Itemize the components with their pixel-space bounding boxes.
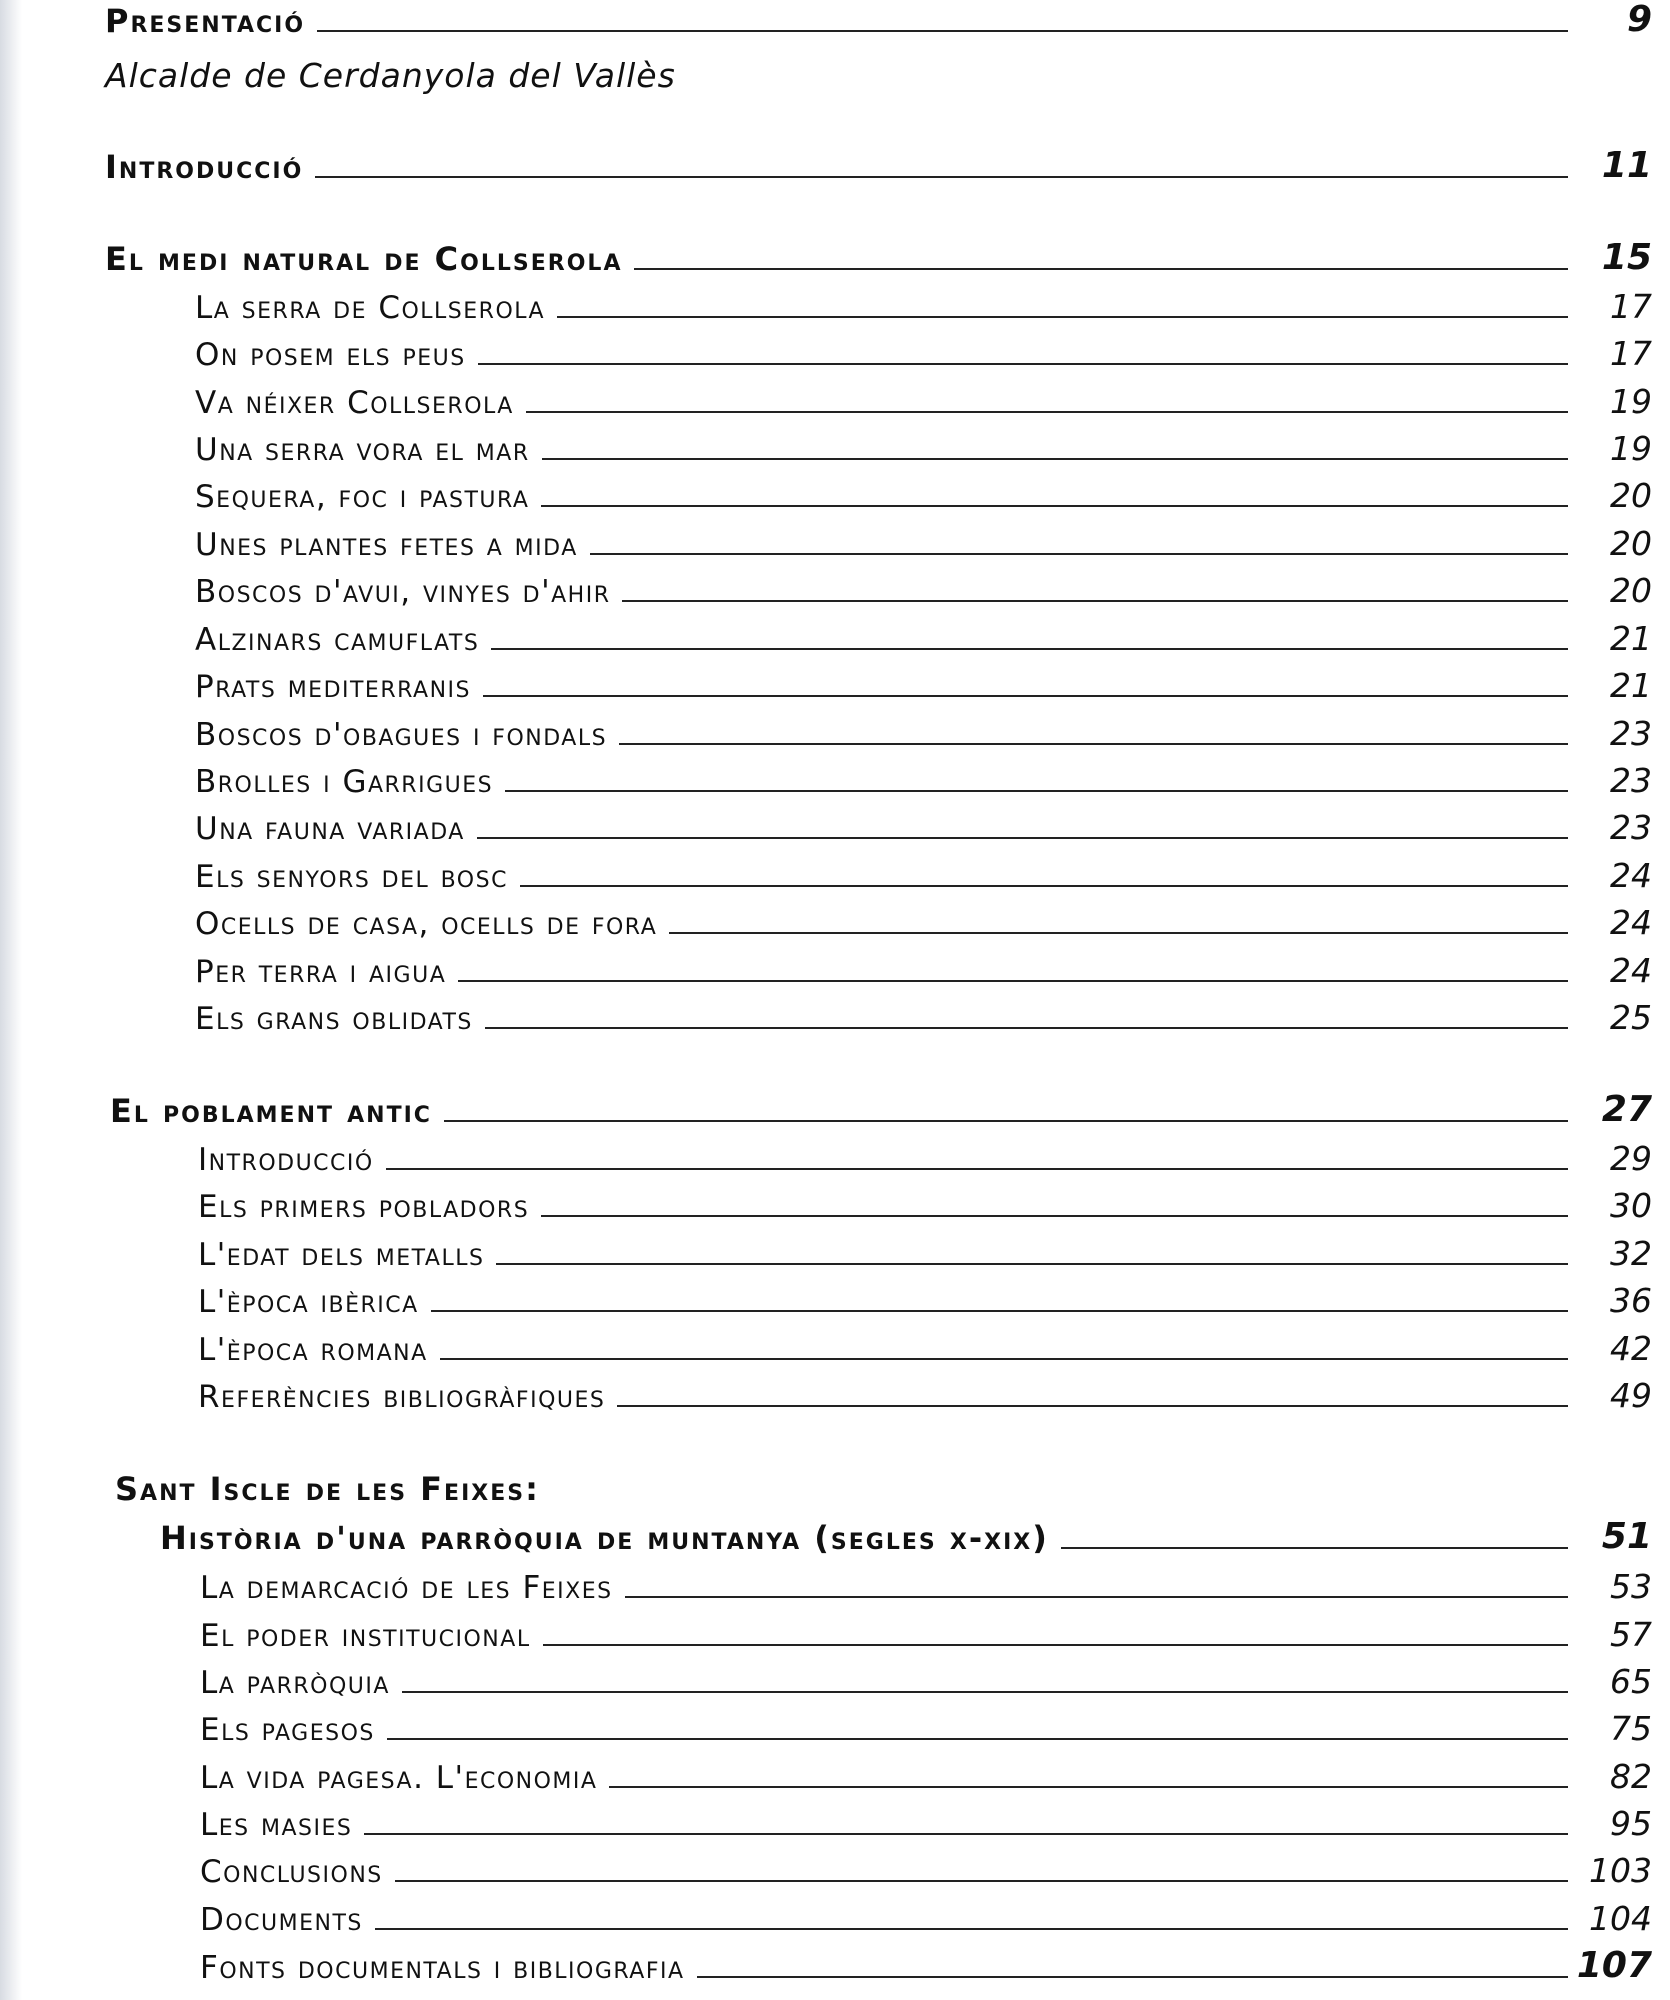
toc-page-number: 17	[1610, 334, 1652, 373]
toc-entry	[0, 1801, 1670, 1847]
toc-entry-title: Ocells de casa, ocells de fora	[195, 906, 658, 942]
toc-leader-line	[375, 1928, 1568, 1930]
toc-page-number: 42	[1610, 1329, 1652, 1368]
toc-page-number: 17	[1610, 287, 1652, 326]
toc-entry	[0, 1373, 1670, 1419]
toc-entry	[0, 1088, 1670, 1134]
toc-entry-title: Els primers pobladors	[198, 1189, 530, 1225]
toc-entry	[0, 1326, 1670, 1372]
toc-leader-line	[485, 1027, 1568, 1029]
toc-leader-line	[315, 176, 1568, 178]
toc-entry	[0, 1466, 1670, 1512]
toc-page-number: 24	[1610, 903, 1652, 942]
toc-page-number: 30	[1610, 1186, 1652, 1225]
toc-entry-title: Presentació	[105, 2, 306, 40]
toc-entry-title: Els grans oblidats	[195, 1001, 473, 1037]
toc-page-number: 82	[1610, 1757, 1652, 1796]
toc-entry	[0, 284, 1670, 330]
toc-entry	[0, 948, 1670, 994]
toc-entry	[0, 426, 1670, 472]
toc-entry-title: Unes plantes fetes a mida	[195, 527, 578, 563]
toc-leader-line	[622, 600, 1568, 602]
toc-entry-title: Una fauna variada	[195, 811, 465, 847]
toc-leader-line	[634, 268, 1568, 270]
toc-entry-title: Una serra vora el mar	[195, 432, 530, 468]
toc-leader-line	[669, 932, 1568, 934]
toc-entry	[0, 1612, 1670, 1658]
toc-entry	[0, 379, 1670, 425]
toc-entry	[0, 616, 1670, 662]
toc-leader-line	[625, 1596, 1568, 1598]
toc-page-number: 20	[1610, 476, 1652, 515]
toc-entry	[0, 1944, 1670, 1990]
toc-page-number: 21	[1610, 666, 1652, 705]
toc-entry	[0, 1183, 1670, 1229]
toc-page-number: 23	[1610, 761, 1652, 800]
toc-page-number: 25	[1610, 998, 1652, 1037]
toc-entry	[0, 1231, 1670, 1277]
toc-entry	[0, 711, 1670, 757]
toc-entry-title: La demarcació de les Feixes	[200, 1570, 613, 1606]
toc-page-number: 24	[1610, 856, 1652, 895]
toc-entry	[0, 568, 1670, 614]
toc-leader-line	[387, 1738, 1568, 1740]
toc-entry-title: El poblament antic	[110, 1092, 432, 1130]
toc-page-number: 36	[1610, 1281, 1652, 1320]
toc-entry	[0, 1754, 1670, 1800]
toc-page-number: 95	[1610, 1804, 1652, 1843]
toc-leader-line	[543, 1644, 1568, 1646]
toc-entry-title: Sequera, foc i pastura	[195, 479, 530, 515]
toc-leader-line	[386, 1168, 1568, 1170]
toc-leader-line	[478, 363, 1568, 365]
toc-leader-line	[541, 1215, 1568, 1217]
toc-entry	[0, 1896, 1670, 1942]
toc-leader-line	[395, 1880, 1568, 1882]
toc-entry	[0, 1564, 1670, 1610]
toc-page-number: 20	[1610, 571, 1652, 610]
toc-entry-title: L'època ibèrica	[198, 1284, 419, 1320]
toc-page-number: 32	[1610, 1234, 1652, 1273]
toc-entry-title: L'època romana	[198, 1332, 428, 1368]
toc-page-number: 27	[1601, 1089, 1652, 1130]
toc-entry-title: Introducció	[105, 148, 304, 186]
toc-entry-title: Alzinars camuflats	[195, 622, 480, 658]
toc-entry-title: Documents	[200, 1902, 363, 1938]
toc-entry-title: La vida pagesa. L'economia	[200, 1760, 598, 1796]
toc-page-number: 23	[1610, 808, 1652, 847]
toc-page-number: 49	[1610, 1376, 1652, 1415]
toc-leader-line	[697, 1976, 1568, 1978]
toc-entry	[0, 1515, 1670, 1561]
toc-leader-line	[590, 553, 1568, 555]
toc-page-number: 19	[1610, 429, 1652, 468]
toc-entry	[0, 521, 1670, 567]
toc-page-number: 15	[1601, 237, 1652, 278]
toc-entry	[0, 995, 1670, 1041]
toc-page-number: 29	[1610, 1139, 1652, 1178]
toc-page-number: 11	[1601, 145, 1652, 186]
toc-leader-line	[542, 458, 1568, 460]
toc-entry-title: El poder institucional	[200, 1618, 531, 1654]
toc-entry-title: Introducció	[198, 1142, 374, 1178]
toc-leader-line	[440, 1358, 1568, 1360]
toc-entry-title: L'edat dels metalls	[198, 1237, 485, 1273]
toc-entry-title: Conclusions	[200, 1854, 383, 1890]
toc-leader-line	[520, 885, 1568, 887]
toc-leader-line	[364, 1833, 1568, 1835]
toc-leader-line	[557, 316, 1568, 318]
toc-leader-line	[526, 411, 1568, 413]
toc-leader-line	[402, 1691, 1568, 1693]
toc-leader-line	[458, 980, 1568, 982]
toc-entry	[0, 1659, 1670, 1705]
toc-entry-title: Va néixer Collserola	[195, 385, 514, 421]
toc-leader-line	[609, 1786, 1568, 1788]
toc-entry	[0, 900, 1670, 946]
toc-entry	[0, 1278, 1670, 1324]
toc-leader-line	[496, 1263, 1568, 1265]
toc-entry	[0, 1706, 1670, 1752]
toc-entry-title: Boscos d'avui, vinyes d'ahir	[195, 574, 611, 610]
toc-page-number: 107	[1576, 1945, 1652, 1986]
toc-entry	[0, 663, 1670, 709]
toc-page-number: 9	[1626, 0, 1652, 40]
toc-leader-line	[483, 695, 1568, 697]
toc-leader-line	[617, 1405, 1568, 1407]
toc-entry-title: La parròquia	[200, 1665, 390, 1701]
toc-page-number: 51	[1601, 1516, 1652, 1557]
toc-entry	[0, 236, 1670, 282]
toc-page-number: 104	[1589, 1899, 1652, 1938]
toc-page-number: 65	[1610, 1662, 1652, 1701]
toc-leader-line	[491, 648, 1568, 650]
toc-entry-title: Els senyors del bosc	[195, 859, 508, 895]
toc-page-number: 21	[1610, 619, 1652, 658]
toc-entry-title: Història d'una parròquia de muntanya (segles x-xix)	[160, 1519, 1049, 1557]
toc-page-number: 75	[1610, 1709, 1652, 1748]
toc-page-number: 53	[1610, 1567, 1652, 1606]
toc-leader-line	[317, 30, 1568, 32]
toc-entry	[0, 853, 1670, 899]
toc-author: Alcalde de Cerdanyola del Vallès	[105, 56, 676, 95]
toc-entry-title: El medi natural de Collserola	[105, 240, 623, 278]
toc-entry-title: Les masies	[200, 1807, 353, 1843]
toc-entry-title: Referències bibliogràfiques	[198, 1379, 606, 1415]
toc-entry-title: Brolles i Garrigues	[195, 764, 494, 800]
toc-page-number: 57	[1610, 1615, 1652, 1654]
toc-entry	[0, 758, 1670, 804]
toc-leader-line	[505, 790, 1568, 792]
toc-entry	[0, 805, 1670, 851]
toc-page-number: 24	[1610, 951, 1652, 990]
toc-leader-line	[619, 743, 1568, 745]
toc-page-number: 20	[1610, 524, 1652, 563]
toc-entry-title: Boscos d'obagues i fondals	[195, 717, 608, 753]
toc-entry-title: Sant Iscle de les Feixes:	[115, 1470, 540, 1508]
toc-entry-title: Fonts documentals i bibliografia	[200, 1950, 685, 1986]
toc-entry-title: Per terra i aigua	[195, 954, 447, 990]
toc-entry	[0, 473, 1670, 519]
toc-entry	[0, 331, 1670, 377]
toc-leader-line	[431, 1310, 1568, 1312]
toc-leader-line	[1061, 1547, 1568, 1549]
toc-page-number: 19	[1610, 382, 1652, 421]
toc-entry	[0, 1848, 1670, 1894]
toc-entry-title: Prats mediterranis	[195, 669, 471, 705]
toc-entry	[0, 1136, 1670, 1182]
toc-leader-line	[477, 837, 1568, 839]
toc-page-number: 23	[1610, 714, 1652, 753]
toc-entry	[0, 0, 1670, 44]
toc-entry-title: La serra de Collserola	[195, 290, 546, 326]
toc-leader-line	[541, 505, 1568, 507]
toc-entry-title: Els pagesos	[200, 1712, 375, 1748]
toc-entry	[0, 144, 1670, 190]
toc-leader-line	[444, 1120, 1568, 1122]
toc-entry-title: On posem els peus	[195, 337, 466, 373]
toc-page-number: 103	[1589, 1851, 1652, 1890]
